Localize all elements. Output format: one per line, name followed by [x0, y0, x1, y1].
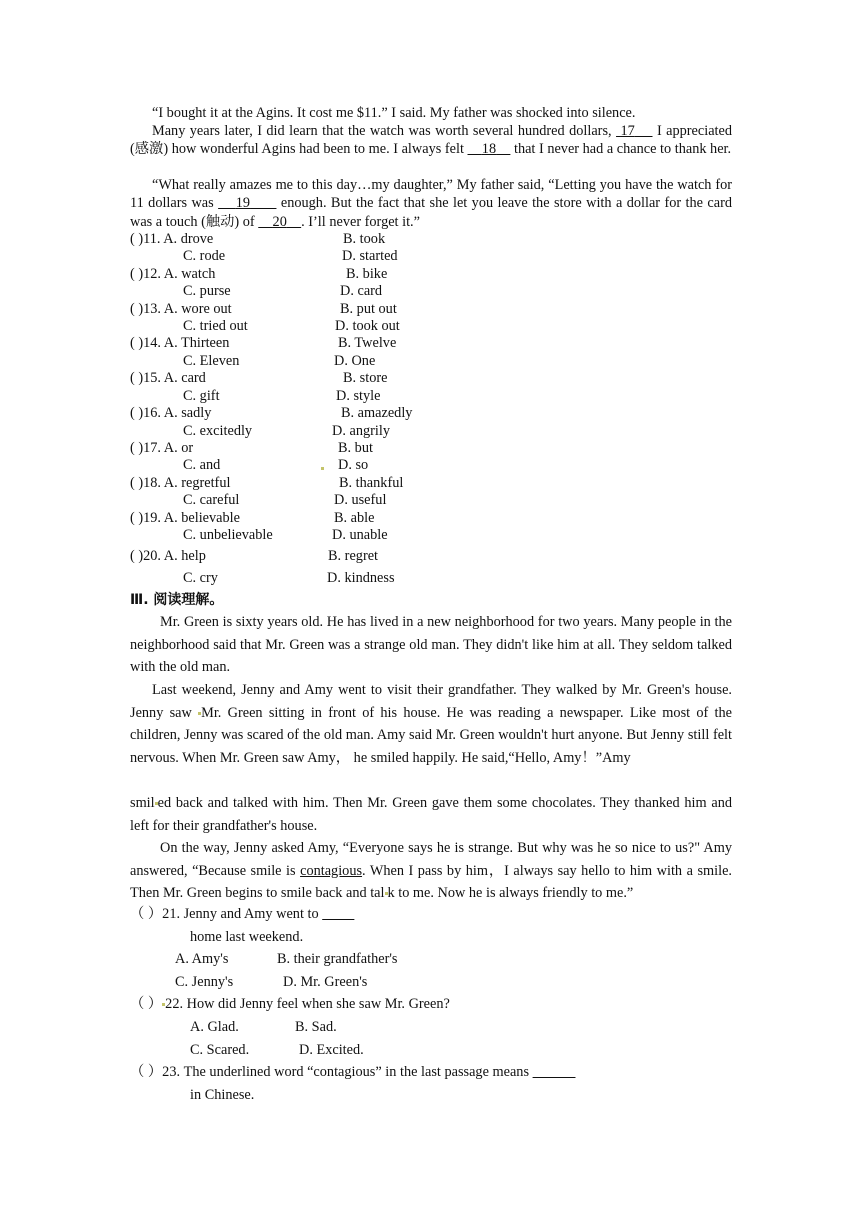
question-23: [130, 1064, 575, 1081]
question-14-a: ( )14. A. Thirteen: [130, 335, 230, 351]
paragraph-text: smil: [130, 795, 155, 811]
reading-paragraph-3: [130, 837, 732, 905]
option-22-b: B. Sad.: [295, 1019, 337, 1035]
paragraph-text: enough. But the fact that she let you leave the store with a dollar for the card was a touch (触动) of: [130, 195, 732, 230]
question-text: 22. How did Jenny feel when she saw Mr. Green?: [165, 996, 450, 1012]
paragraph-text: . When I pass by him，I always say hello to him with a smile. Then Mr. Green begins to smile back and tal: [130, 862, 732, 902]
question-20-d: D. kindness: [327, 570, 395, 586]
question-text: （ ）23. The underlined word “contagious” in the last passage means: [130, 1064, 530, 1080]
question-15-d: D. style: [336, 388, 381, 404]
answer-bracket: （ ）: [130, 996, 163, 1012]
question-19-b: B. able: [334, 510, 375, 526]
question-17-a: ( )17. A. or: [130, 440, 194, 456]
reading-paragraph-1: Mr. Green is sixty years old. He has lived in a new neighborhood for two years. Many people in the neighborhood said that Mr. Green was a strange old man. They didn't like him at all. They seldom talked with the old man.: [130, 614, 732, 676]
question-14-d: D. One: [334, 353, 376, 369]
question-18-d: D. useful: [334, 492, 387, 508]
blank-20: 20: [272, 213, 287, 230]
passage-paragraph-1: [130, 104, 732, 122]
option-21-a: A. Amy's: [175, 951, 229, 967]
option-22-a: A. Glad.: [190, 1019, 239, 1035]
question-16-b: B. amazedly: [341, 405, 413, 421]
stray-mark: [321, 467, 324, 470]
question-11-d: D. started: [342, 248, 398, 264]
blank-19: 19: [235, 195, 251, 212]
question-13-b: B. put out: [340, 301, 397, 317]
paragraph-text: On the way, Jenny asked Amy, “Everyone says he is strange. But why was he so nice to us?" Amy answered, “Because smile is: [130, 840, 732, 879]
paragraph-text: “I bought it at the Agins. It cost me $11.” I said. My father was shocked into silence.: [152, 105, 636, 121]
question-17-d: D. so: [338, 457, 369, 473]
paragraph-text: that I never had a chance to thank her.: [513, 141, 732, 158]
question-11-b: B. took: [343, 231, 386, 247]
question-21-tail: home last weekend.: [190, 929, 304, 945]
answer-blank: [322, 906, 354, 922]
question-22: [130, 996, 450, 1013]
question-21: [130, 906, 354, 923]
paragraph-text: Mr. Green sitting in front of his house. He was reading a newspaper. Like most of the children, Jenny was scared of the old man. Amy said Mr. Green wouldn't hurt anyone. But Jenny still felt nervous. When Mr. Green saw Amy， he smiled happily. He said,“Hello, Amy！”Amy: [130, 704, 732, 766]
passage-paragraph-3: [130, 176, 732, 231]
blank-17: 17: [620, 123, 635, 139]
paragraph-text: “What really amazes me to this day…my daughter,” My father said, “Letting you have the watch for 11 dollars was: [130, 177, 732, 212]
option-21-d: D. Mr. Green's: [283, 974, 368, 990]
question-15-b: B. store: [343, 370, 388, 386]
paragraph-text: Many years later, I did learn that the watch was worth several hundred dollars,: [152, 123, 612, 139]
question-16-c: C. excitedly: [183, 423, 253, 439]
underlined-word-contagious: contagious: [300, 862, 363, 879]
paragraph-text: Last weekend, Jenny and Amy went to visit their grandfather. They walked by Mr. Green's house. Jenny saw: [130, 682, 732, 721]
question-23-tail: in Chinese.: [190, 1087, 255, 1103]
question-12-b: B. bike: [346, 266, 388, 282]
question-20-c: C. cry: [183, 570, 218, 586]
answer-blank: [533, 1064, 576, 1080]
passage-paragraph-2: [130, 122, 732, 159]
option-22-c: C. Scared.: [190, 1042, 250, 1058]
section-heading: Ⅲ. 阅读理解。: [130, 592, 224, 608]
option-21-c: C. Jenny's: [175, 974, 234, 990]
question-18-c: C. careful: [183, 492, 240, 508]
question-18-b: B. thankful: [339, 475, 404, 491]
question-11-c: C. rode: [183, 248, 226, 264]
question-17-b: B. but: [338, 440, 373, 456]
question-text: （ ）21. Jenny and Amy went to: [130, 906, 319, 922]
question-15-c: C. gift: [183, 388, 220, 404]
question-20-b: B. regret: [328, 548, 379, 564]
reading-paragraph-2-continued: [130, 792, 732, 837]
question-12-c: C. purse: [183, 283, 231, 299]
question-19-d: D. unable: [332, 527, 388, 543]
question-13-a: ( )13. A. wore out: [130, 301, 232, 317]
question-16-a: ( )16. A. sadly: [130, 405, 212, 421]
question-19-a: ( )19. A. believable: [130, 510, 240, 526]
question-13-d: D. took out: [335, 318, 400, 334]
paragraph-text: ed back and talked with him. Then Mr. Green gave them some chocolates. They thanked him and left for their grandfather's house.: [130, 795, 732, 834]
question-12-a: ( )12. A. watch: [130, 266, 216, 282]
question-15-a: ( )15. A. card: [130, 370, 206, 386]
option-22-d: D. Excited.: [299, 1042, 364, 1058]
paragraph-text: I appreciated (感激) how wonderful Agins had been to me. I always felt: [130, 123, 733, 158]
question-14-b: B. Twelve: [338, 335, 397, 351]
paragraph-text: . I’ll never forget it.”: [301, 213, 420, 230]
question-13-c: C. tried out: [183, 318, 248, 334]
question-14-c: C. Eleven: [183, 353, 240, 369]
question-20-a: ( )20. A. help: [130, 548, 206, 564]
blank-18: 18: [481, 141, 497, 158]
question-11-a: ( )11. A. drove: [130, 231, 214, 247]
question-17-c: C. and: [183, 457, 221, 473]
question-12-d: D. card: [340, 283, 383, 299]
paragraph-text: k to me. Now he is always friendly to me.”: [387, 885, 634, 902]
reading-paragraph-2: [130, 679, 732, 769]
option-21-b: B. their grandfather's: [277, 951, 398, 967]
question-16-d: D. angrily: [332, 423, 390, 439]
question-18-a: ( )18. A. regretful: [130, 475, 231, 491]
question-19-c: C. unbelievable: [183, 527, 273, 543]
